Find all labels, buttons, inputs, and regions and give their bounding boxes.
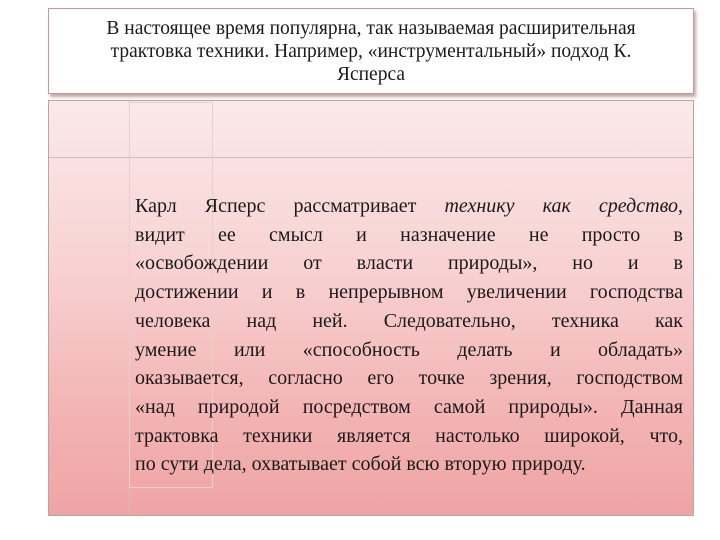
body-line: «над природой посредством самой природы». Данная — [135, 395, 683, 418]
body-line: по сути дела, охватывает собой всю вторую природу. — [135, 453, 586, 476]
body-line: человека над ней. Следовательно, техника как — [135, 309, 683, 332]
content-panel — [48, 100, 694, 516]
emphasis-text: технику как средство — [444, 195, 678, 217]
body-line: умение или «способность делать и обладать» — [135, 338, 683, 361]
body-line: видит ее смысл и назначение не просто в — [135, 223, 683, 246]
body-paragraph — [135, 192, 683, 479]
title-line-3: Ясперса — [336, 63, 406, 85]
body-line: трактовка техники является настолько широкой, что, — [135, 424, 683, 447]
title-line-2: трактовка техники. Например, «инструментальный» подход К. — [110, 40, 632, 62]
body-line: Карл Ясперс рассматривает технику как средство, — [135, 195, 683, 217]
slide-title — [48, 8, 694, 94]
body-line: оказывается, согласно его точке зрения, господством — [135, 367, 683, 390]
title-line-1: В настоящее время популярна, так называемая расширительная — [106, 17, 636, 39]
body-line: «освобождении от власти природы», но и в — [135, 252, 683, 275]
body-line: достижении и в непрерывном увеличении господства — [135, 281, 683, 304]
